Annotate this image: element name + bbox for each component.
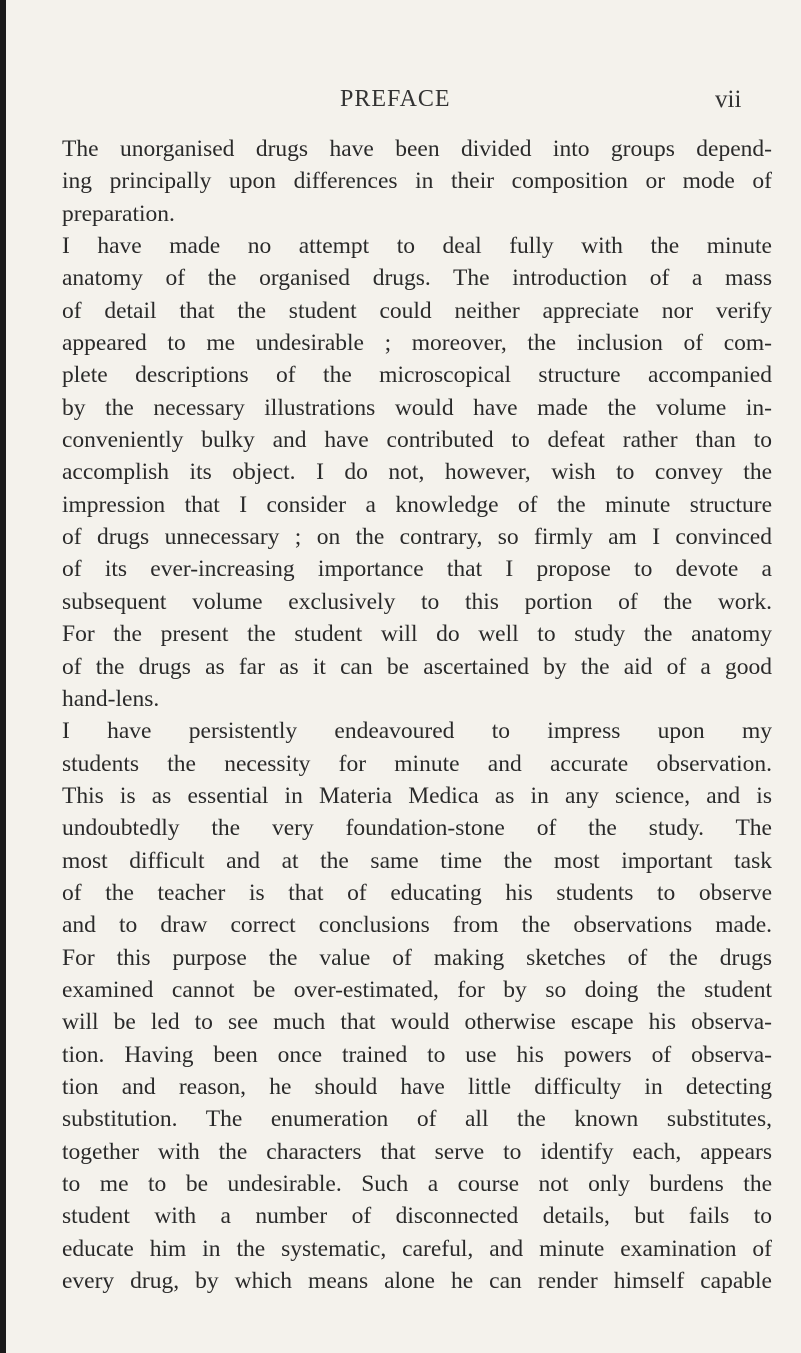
text-line: together with the characters that serve to identify each, appears: [62, 1138, 772, 1165]
text-line: of drugs unnecessary ; on the contrary, so firmly am I convinced: [62, 524, 772, 551]
text-line: hand-lens.: [62, 685, 160, 712]
running-head-title: PREFACE: [340, 86, 451, 112]
text-line: undoubtedly the very foundation-stone of the study. The: [62, 815, 772, 842]
page-number: vii: [715, 86, 742, 113]
text-line: of its ever-increasing importance that I propose to devote a: [62, 556, 772, 583]
text-line: The unorganised drugs have been divided into groups depend-: [62, 136, 772, 162]
text-line: of the teacher is that of educating his students to observe: [62, 879, 772, 906]
page-binding-edge: [0, 0, 6, 1353]
text-line: appeared to me undesirable ; moreover, the inclusion of com-: [62, 330, 772, 357]
text-line: examined cannot be over-estimated, for by so doing the student: [62, 976, 772, 1003]
text-line: educate him in the systematic, careful, and minute examination of: [62, 1235, 772, 1262]
text-line: For this purpose the value of making sketches of the drugs: [62, 944, 772, 971]
text-line: For the present the student will do well to study the anatomy: [62, 621, 772, 648]
text-line: of detail that the student could neither appreciate nor verify: [62, 297, 772, 324]
text-line: I have persistently endeavoured to impress upon my: [62, 718, 772, 745]
text-line: tion. Having been once trained to use his powers of observa-: [62, 1041, 772, 1068]
text-line: anatomy of the organised drugs. The introduction of a mass: [62, 265, 772, 292]
text-line: This is as essential in Materia Medica as in any science, and is: [62, 782, 772, 809]
text-line: I have made no attempt to deal fully with the minute: [62, 233, 772, 260]
text-line: accomplish its object. I do not, however, wish to convey the: [62, 459, 772, 486]
text-line: preparation.: [62, 200, 175, 227]
text-line: ing principally upon differences in their composition or mode of: [62, 168, 772, 195]
text-line: by the necessary illustrations would have made the volume in-: [62, 394, 772, 421]
page-header: [0, 86, 801, 120]
text-line: will be led to see much that would otherwise escape his observa-: [62, 1009, 772, 1036]
text-line: subsequent volume exclusively to this portion of the work.: [62, 588, 772, 615]
text-line: students the necessity for minute and accurate observation.: [62, 750, 772, 777]
body-text: [62, 133, 772, 1297]
text-line: substitution. The enumeration of all the known substitutes,: [62, 1106, 772, 1133]
text-line: every drug, by which means alone he can render himself capable: [62, 1268, 772, 1295]
text-line: to me to be undesirable. Such a course not only burdens the: [62, 1171, 772, 1197]
text-line: student with a number of disconnected details, but fails to: [62, 1203, 772, 1230]
text-line: most difficult and at the same time the most important task: [62, 847, 772, 874]
text-line: impression that I consider a knowledge of the minute structure: [62, 491, 772, 518]
text-line: tion and reason, he should have little difficulty in detecting: [62, 1073, 772, 1100]
text-line: of the drugs as far as it can be ascertained by the aid of a good: [62, 653, 772, 680]
text-line: plete descriptions of the microscopical structure accompanied: [62, 362, 772, 389]
text-line: conveniently bulky and have contributed to defeat rather than to: [62, 427, 772, 454]
text-line: and to draw correct conclusions from the observations made.: [62, 912, 772, 939]
